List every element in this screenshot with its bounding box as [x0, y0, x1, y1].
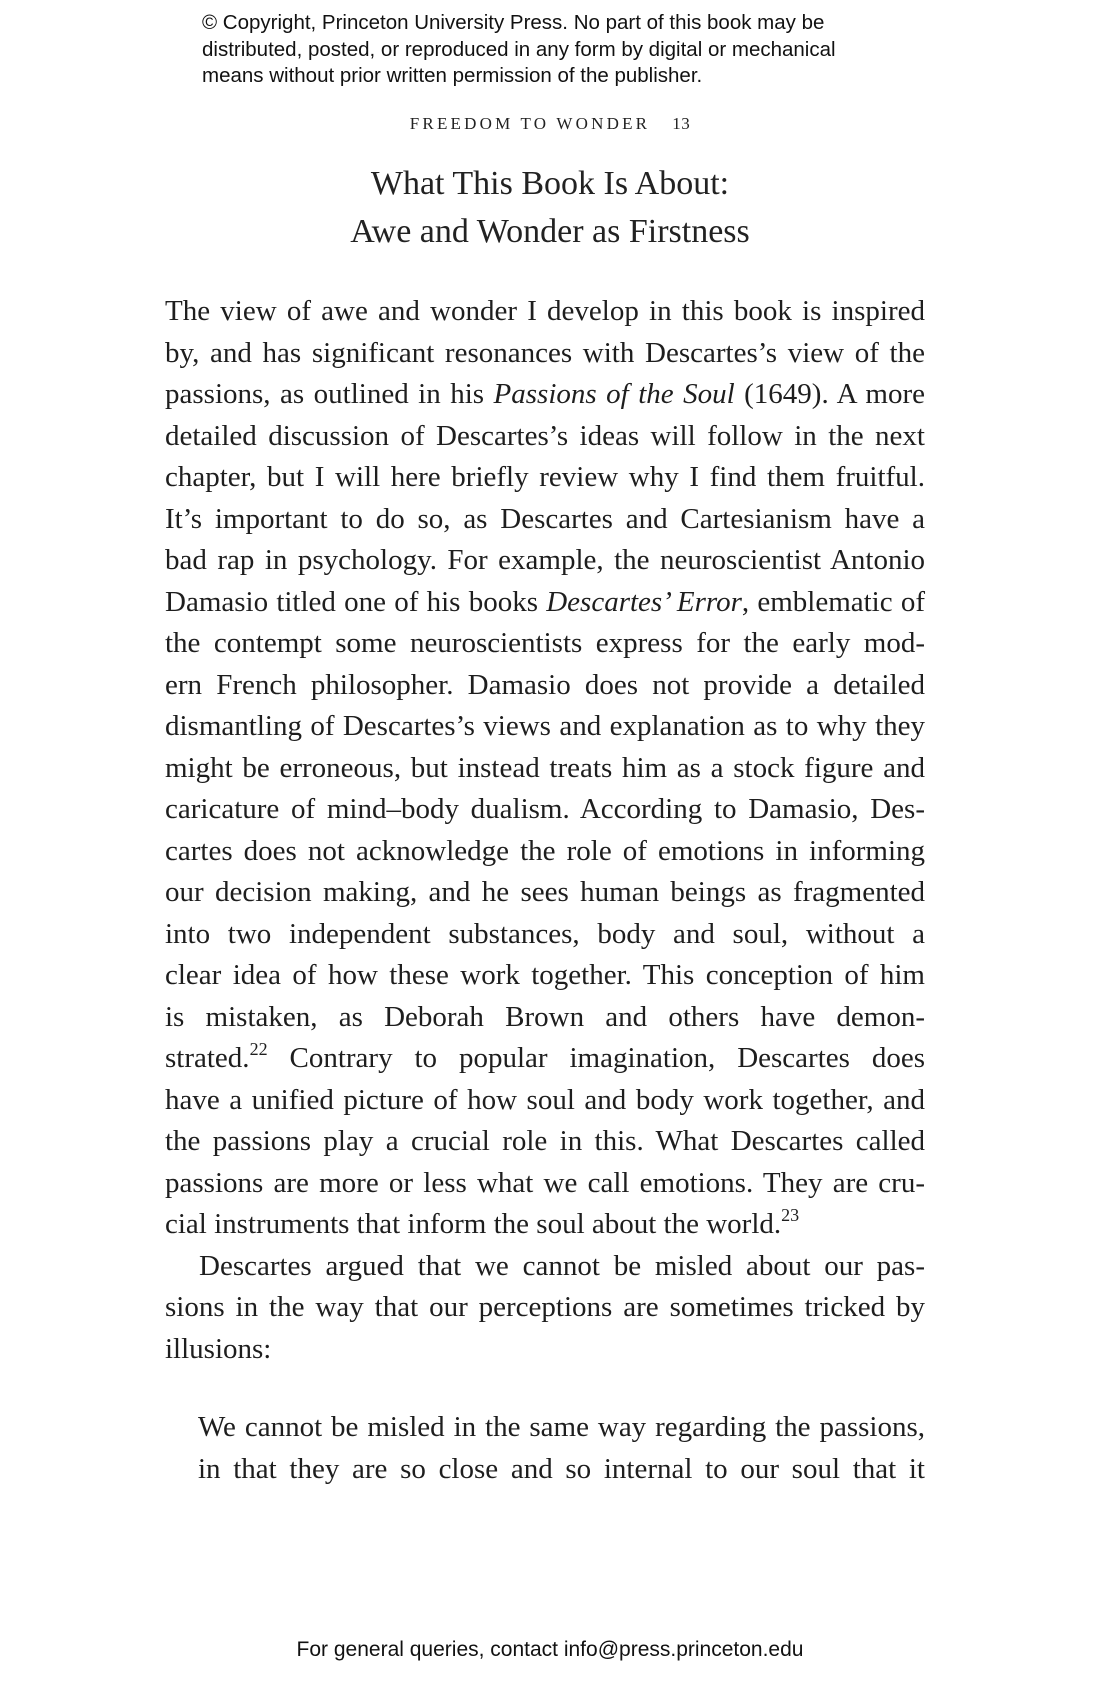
- copyright-line: distributed, posted, or reproduced in any form by digital or mechanical: [202, 37, 836, 61]
- footnote-ref-22[interactable]: 22: [249, 1039, 268, 1059]
- body-line: passions are more or less what we call emotions. They are cru-: [165, 1166, 925, 1199]
- body-line: caricature of mind–body dualism. According to Damasio, Des-: [165, 793, 925, 825]
- body-line: is mistaken, as Deborah Brown and others have demon-: [165, 1000, 925, 1033]
- block-quote-line: in that they are so close and so internal to our soul that it: [198, 1452, 925, 1485]
- book-title-italic: Passions of the Soul: [493, 378, 735, 410]
- body-line: cial instruments that inform the soul about the world.$^{23}$: [165, 1205, 800, 1240]
- page-number: 13: [672, 114, 691, 133]
- copyright-line: means without prior written permission of the publisher.: [202, 64, 703, 87]
- body-line: might be erroneous, but instead treats him as a stock figure and: [165, 751, 925, 784]
- body-line: chapter, but I will here briefly review why I find them fruitful.: [165, 461, 925, 493]
- section-heading-line-2: Awe and Wonder as Firstness: [350, 213, 750, 250]
- body-line: by, and has significant resonances with Descartes’s view of the: [165, 336, 925, 369]
- body-line: It’s important to do so, as Descartes and Cartesianism have a: [165, 502, 925, 535]
- body-line: into two independent substances, body and soul, without a: [165, 917, 925, 950]
- body-line: dismantling of Descartes’s views and explanation as to why they: [165, 710, 925, 742]
- footer-contact: For general queries, contact info@press.princeton.edu: [296, 1638, 804, 1661]
- body-line: our decision making, and he sees human beings as fragmented: [165, 876, 925, 908]
- book-title-italic: Descartes’ Error: [546, 585, 742, 618]
- body-text: [165, 291, 925, 1490]
- body-line: bad rap in psychology. For example, the neuroscientist Antonio: [165, 544, 925, 576]
- block-quote-line: We cannot be misled in the same way regarding the passions,: [198, 1411, 925, 1443]
- footnote-ref-23[interactable]: 23: [781, 1205, 800, 1225]
- body-line: the passions play a crucial role in this. What Descartes called: [165, 1125, 925, 1157]
- body-line: ern French philosopher. Damasio does not provide a detailed: [165, 668, 925, 701]
- body-line: Descartes argued that we cannot be misled about our pas-: [199, 1249, 925, 1282]
- body-line: passions, as outlined in his Passions of the Soul (1649). A more: [165, 378, 926, 410]
- body-line: illusions:: [165, 1332, 272, 1365]
- copyright-line: © Copyright, Princeton University Press. No part of this book may be: [202, 11, 825, 34]
- body-line: sions in the way that our perceptions are sometimes tricked by: [165, 1291, 925, 1323]
- running-head: [0, 114, 1100, 134]
- body-line: strated.$^{22}$ Contrary to popular imagination, Descartes does: [165, 1039, 925, 1074]
- body-line: The view of awe and wonder I develop in this book is inspired: [165, 295, 925, 327]
- running-head-title: FREEDOM TO WONDER: [409, 114, 651, 133]
- body-line: clear idea of how these work together. This conception of him: [165, 959, 925, 991]
- block-quote-spacer: [165, 1370, 925, 1407]
- section-heading-line-1: What This Book Is About:: [370, 165, 730, 202]
- body-line: detailed discussion of Descartes’s ideas will follow in the next: [165, 419, 925, 452]
- body-line: have a unified picture of how soul and body work together, and: [165, 1083, 925, 1116]
- body-line: the contempt some neuroscientists express for the early mod-: [165, 627, 925, 659]
- body-line: Damasio titled one of his books Descartes’ Error, emblematic of: [165, 585, 925, 618]
- copyright-notice: [202, 10, 922, 90]
- body-line: cartes does not acknowledge the role of emotions in informing: [165, 834, 925, 867]
